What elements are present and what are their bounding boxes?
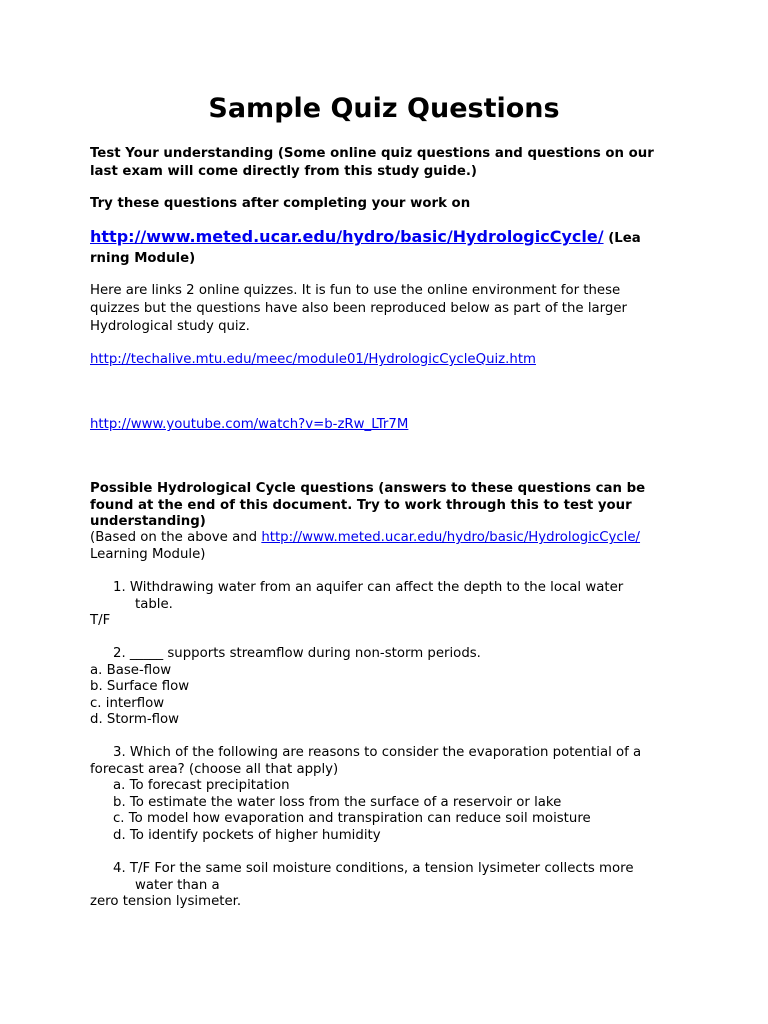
question-3-option-c: c. To model how evaporation and transpiration can reduce soil moisture	[113, 811, 591, 826]
module-suffix-line-2: rning Module)	[90, 251, 196, 266]
question-1-line-2: table.	[135, 597, 173, 612]
possible-heading-line-2: found at the end of this document. Try to work through this to test your	[90, 498, 632, 513]
module-line	[90, 227, 641, 247]
based-prefix: (Based on the above and	[90, 530, 262, 545]
module-link[interactable]: http://www.meted.ucar.edu/hydro/basic/HydrologicCycle/	[90, 227, 604, 246]
question-2-stem: 2. _____ supports streamflow during non-storm periods.	[113, 646, 481, 661]
question-4-line-2: water than a	[135, 878, 220, 893]
based-link[interactable]: http://www.meted.ucar.edu/hydro/basic/HydrologicCycle/	[261, 530, 641, 545]
question-4-line-3: zero tension lysimeter.	[90, 894, 242, 909]
quizzes-para-line-1: Here are links 2 online quizzes. It is fun to use the online environment for these	[90, 283, 621, 298]
question-1-answer: T/F	[90, 613, 111, 628]
possible-heading-line-1: Possible Hydrological Cycle questions (answers to these questions can be	[90, 481, 646, 496]
quiz-link-youtube[interactable]: http://www.youtube.com/watch?v=b-zRw_LTr7M	[90, 417, 409, 432]
module-suffix: (Lea	[603, 231, 641, 246]
based-suffix: Learning Module)	[90, 547, 206, 562]
question-2-option-a: a. Base-flow	[90, 663, 172, 678]
question-4-line-1: 4. T/F For the same soil moisture conditions, a tension lysimeter collects more	[113, 861, 634, 876]
question-3-option-a: a. To forecast precipitation	[113, 778, 290, 793]
question-2-option-b: b. Surface flow	[90, 679, 190, 694]
possible-heading-line-3: understanding)	[90, 514, 206, 529]
question-1-line-1: 1. Withdrawing water from an aquifer can affect the depth to the local water	[113, 580, 624, 595]
intro-line-1: Test Your understanding (Some online quiz questions and questions on our	[90, 146, 654, 161]
question-3-option-d: d. To identify pockets of higher humidity	[113, 828, 381, 843]
page-title: Sample Quiz Questions	[208, 93, 560, 124]
quizzes-para-line-3: Hydrological study quiz.	[90, 319, 250, 334]
question-3-line-1: 3. Which of the following are reasons to consider the evaporation potential of a	[113, 745, 642, 760]
question-3-option-b: b. To estimate the water loss from the surface of a reservoir or lake	[113, 795, 562, 810]
intro-line-2: last exam will come directly from this study guide.)	[90, 164, 477, 179]
try-line: Try these questions after completing your work on	[90, 196, 471, 211]
based-on-line	[90, 529, 640, 546]
question-2-option-d: d. Storm-flow	[90, 712, 180, 727]
quizzes-para-line-2: quizzes but the questions have also been reproduced below as part of the larger	[90, 301, 627, 316]
question-3-line-2: forecast area? (choose all that apply)	[90, 762, 339, 777]
question-2-option-c: c. interflow	[90, 696, 165, 711]
quiz-link-techalive[interactable]: http://techalive.mtu.edu/meec/module01/HydrologicCycleQuiz.htm	[90, 352, 536, 367]
